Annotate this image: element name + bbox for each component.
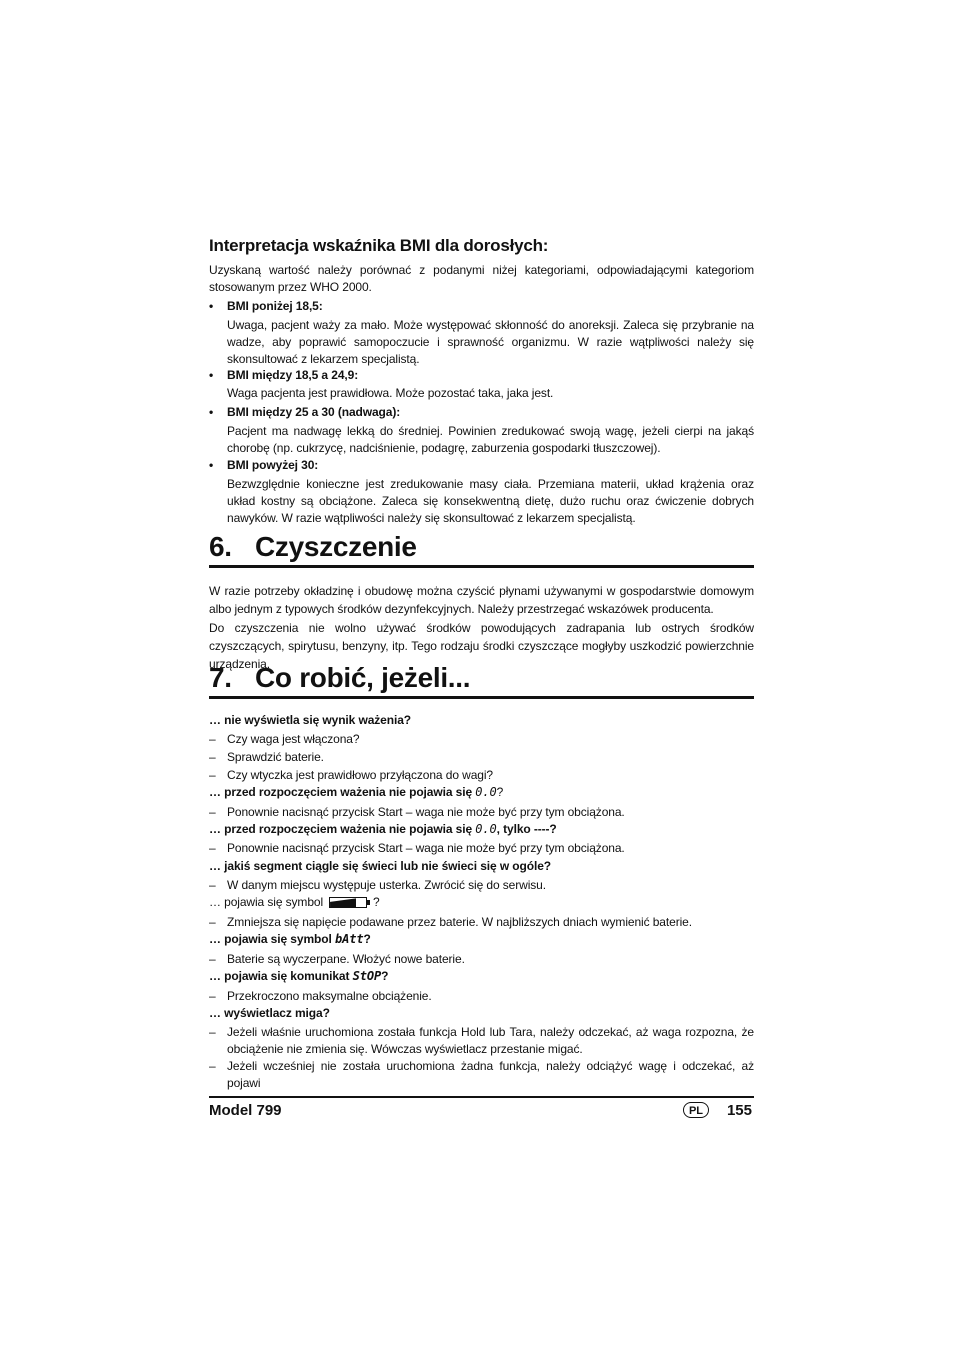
- faq-answer: – Zmniejsza się napięcie podawane przez baterie. W najbliższych dniach wymienić baterie.: [209, 915, 692, 929]
- faq-question: … przed rozpoczęciem ważenia nie pojawia się 0.0, tylko ----?: [209, 822, 557, 836]
- faq-answer: – Czy wtyczka jest prawidłowo przyłączona do wagi?: [209, 768, 493, 782]
- section-number: 6.: [209, 531, 232, 562]
- bmi-item-text: Bezwzględnie konieczne jest zredukowanie masy ciała. Przemiana materii, układ krążenia oraz układ kostny są obciążone. Zaleca się konsekwentną dietę, dużo ruchu oraz ćwiczenie dobrych nawyków. W razie wątpliwości należy się skonsultować z lekarzem specjalistą.: [227, 477, 754, 525]
- language-badge: PL: [683, 1102, 709, 1118]
- bmi-item-overweight: [209, 405, 754, 457]
- section-7-title: [209, 662, 754, 699]
- bmi-intro: Uzyskaną wartość należy porównać z podanymi niżej kategoriami, odpowiadającymi kategoriom stosowanym przez WHO 2000.: [209, 263, 754, 294]
- bmi-item-normal: [209, 368, 754, 402]
- bmi-item-title: • BMI między 18,5 a 24,9:: [209, 368, 754, 382]
- cleaning-paragraph-2: Do czyszczenia nie wolno używać środków powodujących zadrapania lub ostrych środków czyszczących, spirytusu, benzyny, itp. Tego rodzaju środki czyszczące mogłyby uszkodzić powierzchnie urządzenia.: [209, 621, 754, 671]
- bmi-item-underweight: [209, 299, 754, 368]
- faq-question: … pojawia się symbol ?: [209, 895, 380, 909]
- footer-divider: [209, 1096, 754, 1098]
- faq-answer: – Baterie są wyczerpane. Włożyć nowe baterie.: [209, 952, 465, 966]
- cleaning-paragraph-1: W razie potrzeby okładzinę i obudowę można czyścić płynami używanymi w gospodarstwie domowym albo jednym z typowych środków dezynfekcyjnych. Należy przestrzegać wskazówek producenta.: [209, 584, 754, 616]
- bmi-item-title: • BMI powyżej 30:: [209, 458, 754, 472]
- faq-question: … wyświetlacz miga?: [209, 1006, 330, 1020]
- footer-model: Model 799: [209, 1102, 282, 1119]
- page-number: 155: [726, 1102, 752, 1119]
- faq-answer: – Przekroczono maksymalne obciążenie.: [209, 989, 432, 1003]
- section-6-title: [209, 531, 754, 568]
- footer-page-info: [683, 1101, 754, 1121]
- bmi-item-title: • BMI między 25 a 30 (nadwaga):: [209, 405, 754, 419]
- faq-question: … pojawia się symbol bAtt?: [209, 932, 371, 946]
- bmi-item-title: • BMI poniżej 18,5:: [209, 299, 754, 313]
- bmi-item-text: Pacjent ma nadwagę lekką do średniej. Powinien zredukować swoją wagę, jeżeli cierpi na jakąś chorobę (np. cukrzycę, nadciśnienie, podagrę, zaburzenia gospodarki tłuszczowej).: [227, 424, 754, 455]
- faq-answer: – Czy waga jest włączona?: [209, 732, 360, 746]
- lcd-zero-display: 0.0: [475, 785, 497, 799]
- faq-answer: – Ponownie nacisnąć przycisk Start – waga nie może być przy tym obciążona.: [209, 841, 625, 855]
- bmi-item-text: Uwaga, pacjent waży za mało. Może występować skłonność do anoreksji. Zaleca się przybranie na wadze, aby poprawić samopoczucie i sprawność organizmu. W razie wątpliwości należy się skonsultować z lekarzem specjalistą.: [227, 318, 754, 366]
- faq-answer: – Jeżeli wcześniej nie została uruchomiona żadna funkcja, należy odciążyć wagę i odczekać, aż pojawi: [209, 1059, 754, 1090]
- section-title-text: Czyszczenie: [255, 531, 417, 562]
- faq-question: … nie wyświetla się wynik ważenia?: [209, 713, 412, 727]
- faq-question: … pojawia się komunikat StOP?: [209, 969, 389, 983]
- faq-answer: – Ponownie nacisnąć przycisk Start – waga nie może być przy tym obciążona.: [209, 805, 625, 819]
- faq-answer: – Jeżeli właśnie uruchomiona została funkcja Hold lub Tara, należy odczekać, aż waga rozpozna, że obciążenie nie zmienia się. Wówczas wyświetlacz przestanie migać.: [209, 1025, 754, 1056]
- faq-question: … jakiś segment ciągle się świeci lub nie świeci się w ogóle?: [209, 859, 552, 873]
- lcd-zero-display: 0.0: [475, 822, 497, 836]
- section-title-text: Co robić, jeżeli...: [255, 662, 471, 693]
- faq-answer: – W danym miejscu występuje usterka. Zwrócić się do serwisu.: [209, 878, 546, 892]
- lcd-batt-display: bAtt: [334, 932, 364, 946]
- section-number: 7.: [209, 662, 232, 693]
- faq-question: … przed rozpoczęciem ważenia nie pojawia się 0.0?: [209, 785, 504, 799]
- bmi-heading: Interpretacja wskaźnika BMI dla dorosłych:: [209, 236, 549, 255]
- faq-answer: – Sprawdzić baterie.: [209, 750, 324, 764]
- bmi-item-text: Waga pacjenta jest prawidłowa. Może pozostać taka, jaka jest.: [227, 386, 554, 400]
- low-battery-icon: [329, 897, 367, 908]
- bmi-item-obese: [209, 458, 754, 527]
- lcd-stop-display: StOP: [352, 969, 382, 983]
